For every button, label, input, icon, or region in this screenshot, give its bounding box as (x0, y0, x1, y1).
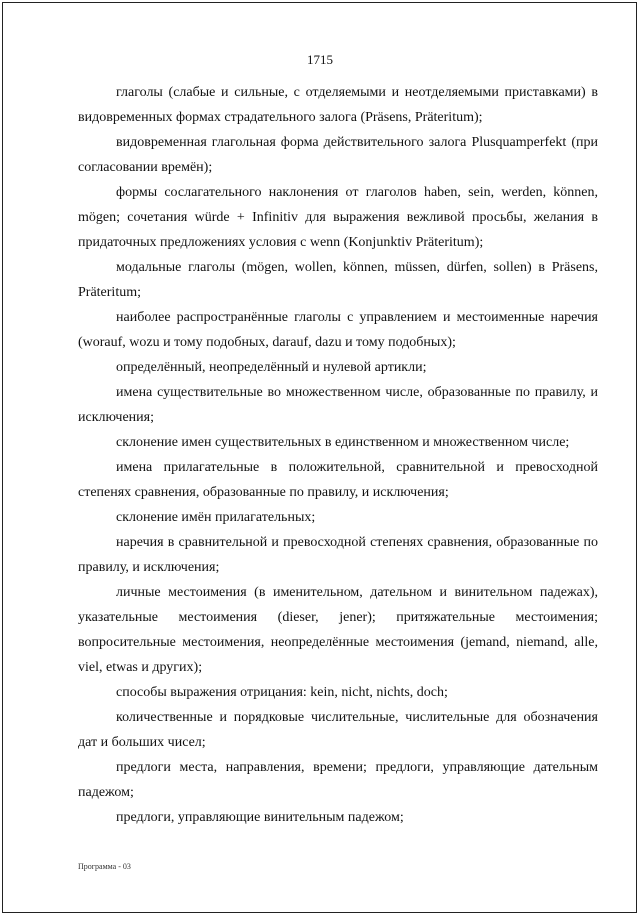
footer-label: Программа - 03 (78, 862, 131, 871)
paragraph: наиболее распространённые глаголы с управлением и местоименные наречия (worauf, wozu и тому подобных, darauf, dazu и тому подобных); (78, 310, 598, 350)
paragraph: предлоги места, направления, времени; предлоги, управляющие дательным падежом; (78, 760, 598, 800)
paragraph: предлоги, управляющие винительным падежом; (116, 810, 404, 825)
paragraph: способы выражения отрицания: kein, nicht, nichts, doch; (116, 685, 448, 700)
paragraph: наречия в сравнительной и превосходной степенях сравнения, образованные по правилу, и исключения; (78, 535, 598, 575)
paragraph: видовременная глагольная форма действительного залога Plusquamperfekt (при согласовании времён); (78, 135, 598, 175)
paragraph: личные местоимения (в именительном, дательном и винительном падежах), указательные местоимения (dieser, jener); притяжательные местоимения; вопросительные местоимения, неопределённые местоимения (jemand, niemand, alle, viel, etwas и других); (78, 585, 598, 675)
paragraph: модальные глаголы (mögen, wollen, können, müssen, dürfen, sollen) в Präsens, Präteritum; (78, 260, 598, 300)
document-body (78, 80, 598, 830)
paragraph: имена прилагательные в положительной, сравнительной и превосходной степенях сравнения, образованные по правилу, и исключения; (78, 460, 598, 500)
paragraph: определённый, неопределённый и нулевой артикли; (116, 360, 427, 375)
paragraph: склонение имён прилагательных; (116, 510, 316, 525)
paragraph: имена существительные во множественном числе, образованные по правилу, и исключения; (78, 385, 598, 425)
paragraph: количественные и порядковые числительные, числительные для обозначения дат и больших чисел; (78, 710, 598, 750)
page-number: 1715 (307, 52, 333, 67)
paragraph: склонение имен существительных в единственном и множественном числе; (116, 435, 570, 450)
paragraph: глаголы (слабые и сильные, с отделяемыми и неотделяемыми приставками) в видовременных формах страдательного залога (Präsens, Präteritum); (78, 85, 598, 125)
paragraph: формы сослагательного наклонения от глаголов haben, sein, werden, können, mögen; сочетания würde + Infinitiv для выражения вежливой просьбы, желания в придаточных предложениях условия с wenn (Konjunktiv Präteritum); (78, 185, 598, 250)
